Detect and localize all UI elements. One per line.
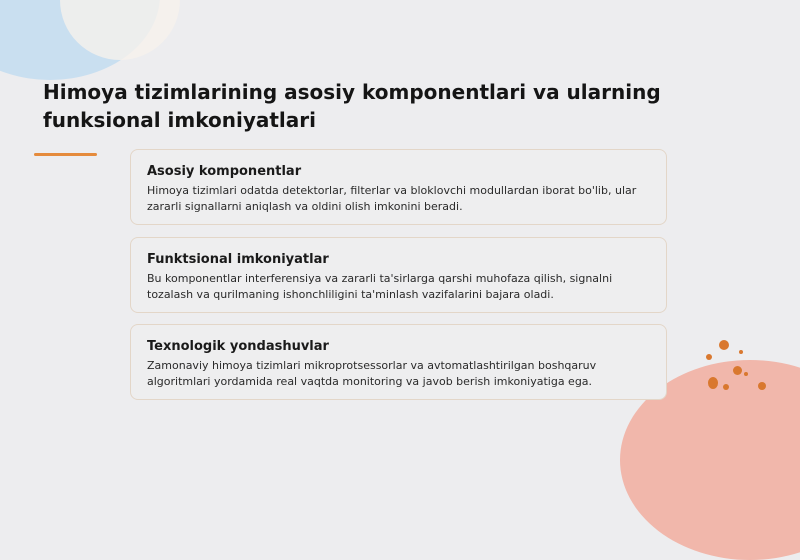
card-funktsional-imkoniyatlar — [130, 237, 667, 313]
card-text: Zamonaviy himoya tizimlari mikroprotsessorlar va avtomatlashtirilgan boshqaruv algoritmlari yordamida real vaqtda monitoring va javob berish imkoniyatiga ega. — [147, 359, 597, 388]
card-asosiy-komponentlar — [130, 149, 667, 225]
card-heading: Funktsional imkoniyatlar — [147, 252, 329, 267]
card-texnologik-yondashuvlar — [130, 324, 667, 400]
card-text: Himoya tizimlari odatda detektorlar, filterlar va bloklovchi modullardan iborat bo'lib, ular zararli signallarni aniqlash va oldini olish imkonini beradi. — [147, 184, 637, 213]
title-accent-line — [34, 153, 97, 156]
card-heading: Asosiy komponentlar — [147, 164, 302, 179]
card-heading: Texnologik yondashuvlar — [147, 339, 329, 354]
slide-title: Himoya tizimlarining asosiy komponentlari va ularning funksional imkoniyatlari — [43, 80, 661, 132]
card-text: Bu komponentlar interferensiya va zararli ta'sirlarga qarshi muhofaza qilish, signalni tozalash va qurilmaning ishonchliligini ta'minlash vazifalarini bajara oladi. — [147, 272, 613, 301]
